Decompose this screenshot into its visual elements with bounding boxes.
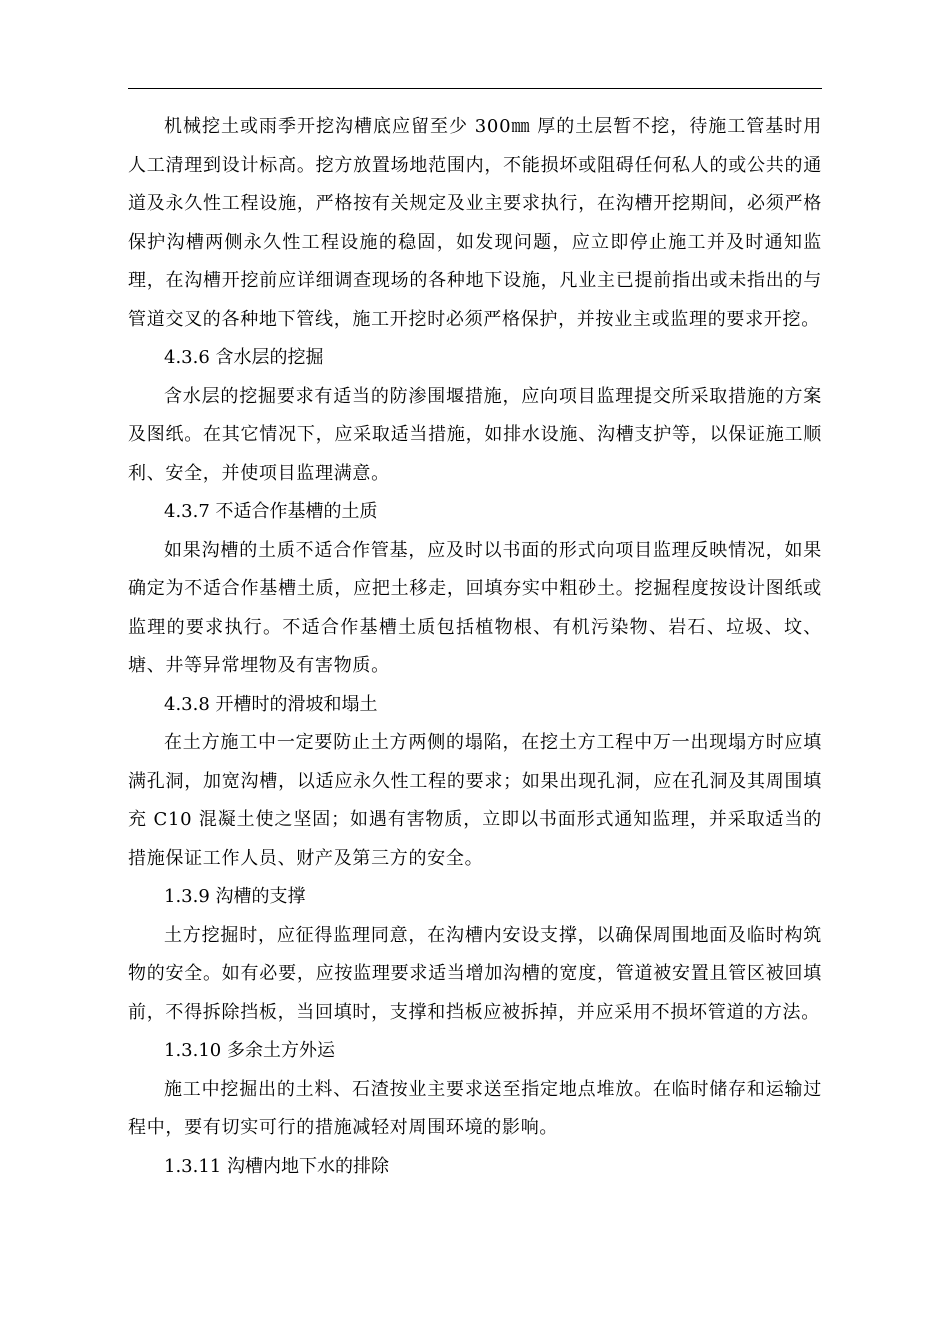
section-heading-4-3-7: 4.3.7 不适合作基槽的土质: [164, 501, 378, 522]
header-rule: [128, 88, 822, 89]
paragraph-excavation-rules: 机械挖土或雨季开挖沟槽底应留至少 300㎜ 厚的土层暂不挖，待施工管基时用人工清理到设计标高。挖方放置场地范围内，不能损坏或阻碍任何私人的或公共的通道及永久性工程设施，严格按有关规定及业主要求执行，在沟槽开挖期间，必须严格保护沟槽两侧永久性工程设施的稳固，如发现问题，应立即停止施工并及时通知监理，在沟槽开挖前应详细调查现场的各种地下设施，凡业主已提前指出或未指出的与管道交叉的各种地下管线，施工开挖时必须严格保护，并按业主或监理的要求开挖。: [128, 116, 823, 330]
section-heading-4-3-8: 4.3.8 开槽时的滑坡和塌土: [164, 693, 378, 715]
document-body: [128, 108, 822, 1186]
paragraph-aquifer: 含水层的挖掘要求有适当的防渗围堰措施，应向项目监理提交所采取措施的方案及图纸。在其它情况下，应采取适当措施，如排水设施、沟槽支护等，以保证施工顺利、安全，并使项目监理满意。: [128, 385, 823, 484]
paragraph-unsuitable-soil: 如果沟槽的土质不适合作管基，应及时以书面的形式向项目监理反映情况，如果确定为不适合作基槽土质，应把土移走，回填夯实中粗砂土。挖掘程度按设计图纸或监理的要求执行。不适合作基槽土质包括植物根、有机污染物、岩石、垃圾、坟、塘、井等异常埋物及有害物质。: [128, 539, 823, 676]
paragraph-landslide: 在土方施工中一定要防止土方两侧的塌陷，在挖土方工程中万一出现塌方时应填满孔洞，加宽沟槽，以适应永久性工程的要求；如果出现孔洞，应在孔洞及其周围填充 C10 混凝土使之坚固；如遇有害物质，立即以书面形式通知监理，并采取适当的措施保证工作人员、财产及第三方的安全。: [128, 732, 823, 869]
section-heading-1-3-9: 1.3.9 沟槽的支撑: [164, 886, 306, 907]
paragraph-earth-removal: 施工中挖掘出的土料、石渣按业主要求送至指定地点堆放。在临时储存和运输过程中，要有切实可行的措施减轻对周围环境的影响。: [128, 1078, 822, 1138]
section-heading-4-3-6: 4.3.6 含水层的挖掘: [164, 347, 324, 368]
section-heading-1-3-11: 1.3.11 沟槽内地下水的排除: [164, 1155, 389, 1177]
paragraph-trench-support: 土方挖掘时，应征得监理同意，在沟槽内安设支撑，以确保周围地面及临时构筑物的安全。如有必要，应按监理要求适当增加沟槽的宽度，管道被安置且管区被回填前，不得拆除挡板，当回填时，支撑和挡板应被拆掉，并应采用不损坏管道的方法。: [128, 924, 823, 1023]
section-heading-1-3-10: 1.3.10 多余土方外运: [164, 1040, 335, 1061]
